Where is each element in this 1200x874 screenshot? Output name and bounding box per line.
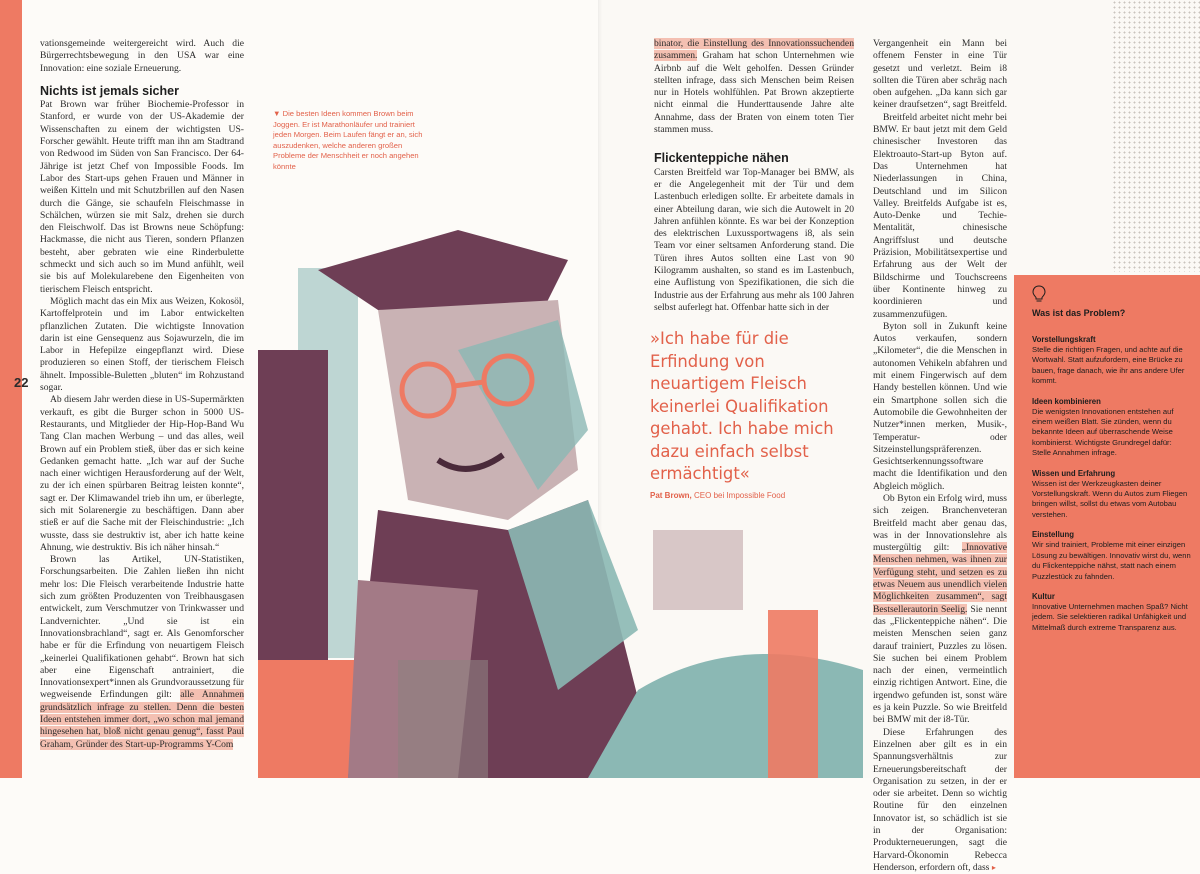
paragraph-text: Diese Erfahrungen des Einzelnen aber gilt es in ein Spannungsverhältnis zur Erneuerungsbereitschaft der Organisation zu setzen, in der er oder sie arbeitet. Denn so wichtig Routine für den einzelnen Innovator ist, so schädlich ist sie in der Organisation: Produkterneuerungen, sagt die Harvard-Ökonomin Rebecca Henderson, erfordern oft, dass [873,726,1007,873]
paragraph [873,727,1007,874]
page-number: 22 [14,375,29,390]
box-item [1032,592,1192,633]
paragraph: Möglich macht das ein Mix aus Weizen, Kokosöl, Kartoffelprotein und im Labor entwickelten pflanzlichen Zutaten. Die wichtigste Innovation darin ist eine Gensequenz aus Sojawurzeln, die im Labor in Hefepilze eingepflanzt wird. Diese produzieren so einen Stoff, der tierischem Fleisch ähnelt. Impossible-Buletten „bluten“ im Rohzustand sogar. [40,295,244,394]
dot-pattern [1112,0,1200,272]
column-1 [40,38,244,751]
quote-author: Pat Brown, [650,491,692,500]
box-item-text: Wissen ist der Werkzeugkasten deiner Vorstellungskraft. Wenn du Autos zum Fliegen bringen willst, sollst du etwas vom Autobau verstehen. [1032,478,1188,519]
box-item-heading: Ideen kombinieren [1032,396,1101,406]
paragraph [654,38,854,136]
photo-inset [653,530,743,610]
box-item [1032,530,1192,582]
paragraph: Ab diesem Jahr werden diese in US-Supermärkten verkauft, es gibt die Burger schon in 5000 US-Restaurants, und Mitglieder der Hip-Hop-Band Wu Tang Clan machen Werbung – und das alles, weil Brown auf ein Problem stieß, über das er sich keine Gedanken gemacht hatte. „Ich war auf der Suche nach einer wichtigen Herausforderung auf der Welt, zu der ich einen spürbaren Beitrag leisten konnte“, sagt er. Der Klimawandel trieb ihn um, er überlegte, sich mit Solarenergie zu beschäftigen. Dann aber stieß er auf die Sache mit der Fleischindustrie: „Ich wusste, dass sie destruktiv ist, aber ich hatte keine Ahnung, wie destruktiv. Bis ich näher hinsah.“ [40,394,244,553]
box-item-text: Innovative Unternehmen machen Spaß? Nicht jedem. Sie selektieren radikal Unfähigkeit und Mittelmaß durch extreme Transparenz aus. [1032,601,1188,632]
paragraph-text: Sie nennt das „Flickenteppiche nähen“. Die meisten Menschen seien ganz darauf trainiert, Puzzles zu lösen. Sie suchen bei einem Problem nach der einen, vermeintlich einzig richtigen Antwort. Eine, die irgendwo gefunden ist, sonst wäre es ja kein Puzzle. So wie Breitfeld bei BMW mit der i8-Tür. [873,603,1007,726]
quote-source [650,491,785,500]
paragraph: vationsgemeinde weitergereicht wird. Auch die Bürgerrechtsbewegung in den USA war eine Innovation: eine soziale Erneuerung. [40,38,244,74]
column-3 [654,38,854,314]
paragraph-text: Brown las Artikel, UN-Statistiken, Forschungsarbeiten. Die Zahlen ließen ihn nicht mehr los: Die Fleisch verarbeitende Industrie hatte sich zum größten Produzenten von Treibhausgasen entwickelt, zum Verschmutzer von Trinkwasser und Landvernichter. „Und sie ist ein Innovationsbrachland“, sagt er. Als Genomforscher habe er für die Erfindung von neuartigem Fleisch „keinerlei Qualifikationen gehabt“. Brown hat sich aber eine Eigenschaft antrainiert, die Innovationsexpert*innen als Grundvoraussetzung für wegweisende Erfindungen gilt: [40,554,244,701]
box-item [1032,397,1192,459]
photo-inset [398,660,488,778]
highlighted-text: alle Annahmen grundsätzlich infrage zu stellen. Denn die besten Ideen entstehen immer dort, „wo schon mal jemand hingesehen hat, bloß nicht genau genug“, fasst Paul Graham, Gründer des Start-up-Programms Y-Com [40,689,245,750]
paragraph: Byton soll in Zukunft keine Autos verkaufen, sondern „Kilometer“, die die Menschen in autonomen Vehikeln abfahren und mit einem Fingerwisch auf dem Handy bestellen können. Und wie ein Smartphone sollen sich die Automobile die Gewohnheiten der Nutzer*innen merken, Musik-, Temperatur- oder Sitzeinstellungspräferenzen. Gesichtserkennungssoftware macht die Identifikation und den Abgleich möglich. [873,320,1007,492]
box-item [1032,469,1192,521]
quote-role: CEO bei Impossible Food [691,491,786,500]
paragraph: Vergangenheit ein Mann bei offenem Fenster in eine Tür gesetzt und verletzt. Beim i8 sollten die Türen aber schräg nach oben aufgehen. „Da kann sich gar keiner draufsetzen“, sagt Breitfeld. [873,38,1007,111]
box-item-heading: Vorstellungskraft [1032,335,1096,344]
box-item-heading: Wissen und Erfahrung [1032,468,1116,478]
continue-arrow-icon: ▸ [991,862,996,872]
box-title: Was ist das Problem? [1032,308,1126,318]
paragraph-text: Ob Byton ein Erfolg wird, muss sich zeigen. Branchenveteran Breitfeld macht aber genau das, was in der Innovationslehre als mustergültig gilt: [873,492,1007,554]
paragraph [40,554,244,751]
highlighted-text: „Innovative Menschen nehmen, was ihnen zur Verfügung steht, und setzen es zu etwas Neuem aus unendlich vielen Möglichkeiten zusammen“, sagt Bestsellerautorin Seelig. [873,542,1007,615]
box-item-heading: Einstellung [1032,530,1075,540]
paragraph: Pat Brown war früher Biochemie-Professor in Stanford, er wurde von der US-Akademie der Wissenschaften zu einem der wichtigsten US-Forscher gewählt. Heute trifft man ihn am Stadtrand von Redwood im Süden von San Francisco. Der 64-Jährige ist jetzt Chef von Impossible Foods. Im Labor des Start-ups gehen Frauen und Männer in weißen Kitteln und mit Schutzbrillen auf den Nasen durch die Gänge, sie schaufeln Fleischmasse in Schälchen, würzen sie mit Salz, drehen sie durch den Fleischwolf. Das ist Browns neue Schöpfung: Hackmasse, die nicht aus Tieren, sondern Pflanzen besteht, aber gebraten wie eine Rinderbulette schmeckt und sich auch so im Mund anfühlt, weil sie bis auf Molekularebene den Eigenheiten von tierischem Fleisch entspricht. [40,99,244,295]
section-heading: Nichts ist jemals sicher [40,83,179,98]
illustration-shape [768,610,818,778]
section-heading: Flickenteppiche nähen [654,151,789,166]
lightbulb-icon [1032,285,1046,303]
paragraph: Breitfeld arbeitet nicht mehr bei BMW. Er baut jetzt mit dem Geld chinesischer Investoren das Elektroauto-Start-up Byton auf. Das Unternehmen hat Niederlassungen in China, Deutschland und im Silicon Valley. Breitfelds Aufgabe ist es, Auto-Denke und Techie-Mentalität, chinesische Angriffslust und deutsche Präzision, Mobilitätsexpertise und Erfahrung aus der Welt der Bildschirme und Touchscreens über Kontinente hinweg zu koordinieren und zusammenzufügen. [873,111,1007,320]
highlighted-text: binator, die Einstellung des Innovationssuchenden zusammen. [654,38,854,62]
info-box [1014,275,1200,778]
box-item-text: Stelle die richtigen Fragen, und achte auf die Wortwahl. Statt aufzufordern, eine Brücke zu bauen, frage danach, wie ihr ans andere Ufer kommt. [1032,345,1185,386]
box-items [1032,335,1192,643]
pull-quote: »Ich habe für die Erfindung von neuartigem Fleisch keinerlei Qualifikation gehabt. Ich habe mich dazu einfach selbst ermächtigt« [650,329,834,483]
paragraph-text: Graham hat schon Unternehmen wie Airbnb auf die Welt geholfen. Dessen Gründer stellten infrage, dass sich Menschen beim Reisen nur in Hotels wohlfühlen. Pat Brown akzeptierte nicht einmal die Hunderttausende Jahre alte Annahme, dass der Braten von einem toten Tier stammen muss. [654,50,854,136]
photo-caption: ▼ Die besten Ideen kommen Brown beim Joggen. Er ist Marathonläufer und trainiert jeden Morgen. Beim Laufen fängt er an, sich auszudenken, welche anderen großen Probleme der Menschheit er noch angehen könnte [273,109,423,171]
paragraph: Carsten Breitfeld war Top-Manager bei BMW, als er die Angelegenheit mit der Tür und dem Lastenbuch erledigen sollte. Er arbeitete damals in einer Abteilung daran, wie sich die Autowelt in 20 Jahren anfühlen könnte. Es war bei der Konzeption des elektrischen Luxussportwagens i8, als sein Team vor einer seltsamen Anforderung stand. Die Türen ihres Autos sollten eine Last von 90 Kilogramm aushalten, so stand es im Lastenbuch, eine Auflistung von Spezifikationen, die sich die Industrie aus der Erfahrung aus mehr als 100 Jahren selbst auferlegt hat. Offenbar hatte sich in der [654,166,854,313]
box-item [1032,335,1192,387]
box-item-heading: Kultur [1032,591,1055,601]
paragraph [873,493,1007,727]
box-item-text: Die wenigsten Innovationen entstehen auf einem weißen Blatt. Sie zünden, wenn du bekannte Ideen auf überraschende Weise kombinierst. Wichtigste Grundregel dafür: Stelle Annahmen infrage. [1032,406,1174,458]
box-item-text: Wir sind trainiert, Probleme mit einer einzigen Lösung zu bewältigen. Innovativ wirst du, wenn du Flickenteppiche nähst, statt nach einem Puzzlestück zu fahnden. [1032,540,1191,581]
column-4 [873,38,1007,874]
